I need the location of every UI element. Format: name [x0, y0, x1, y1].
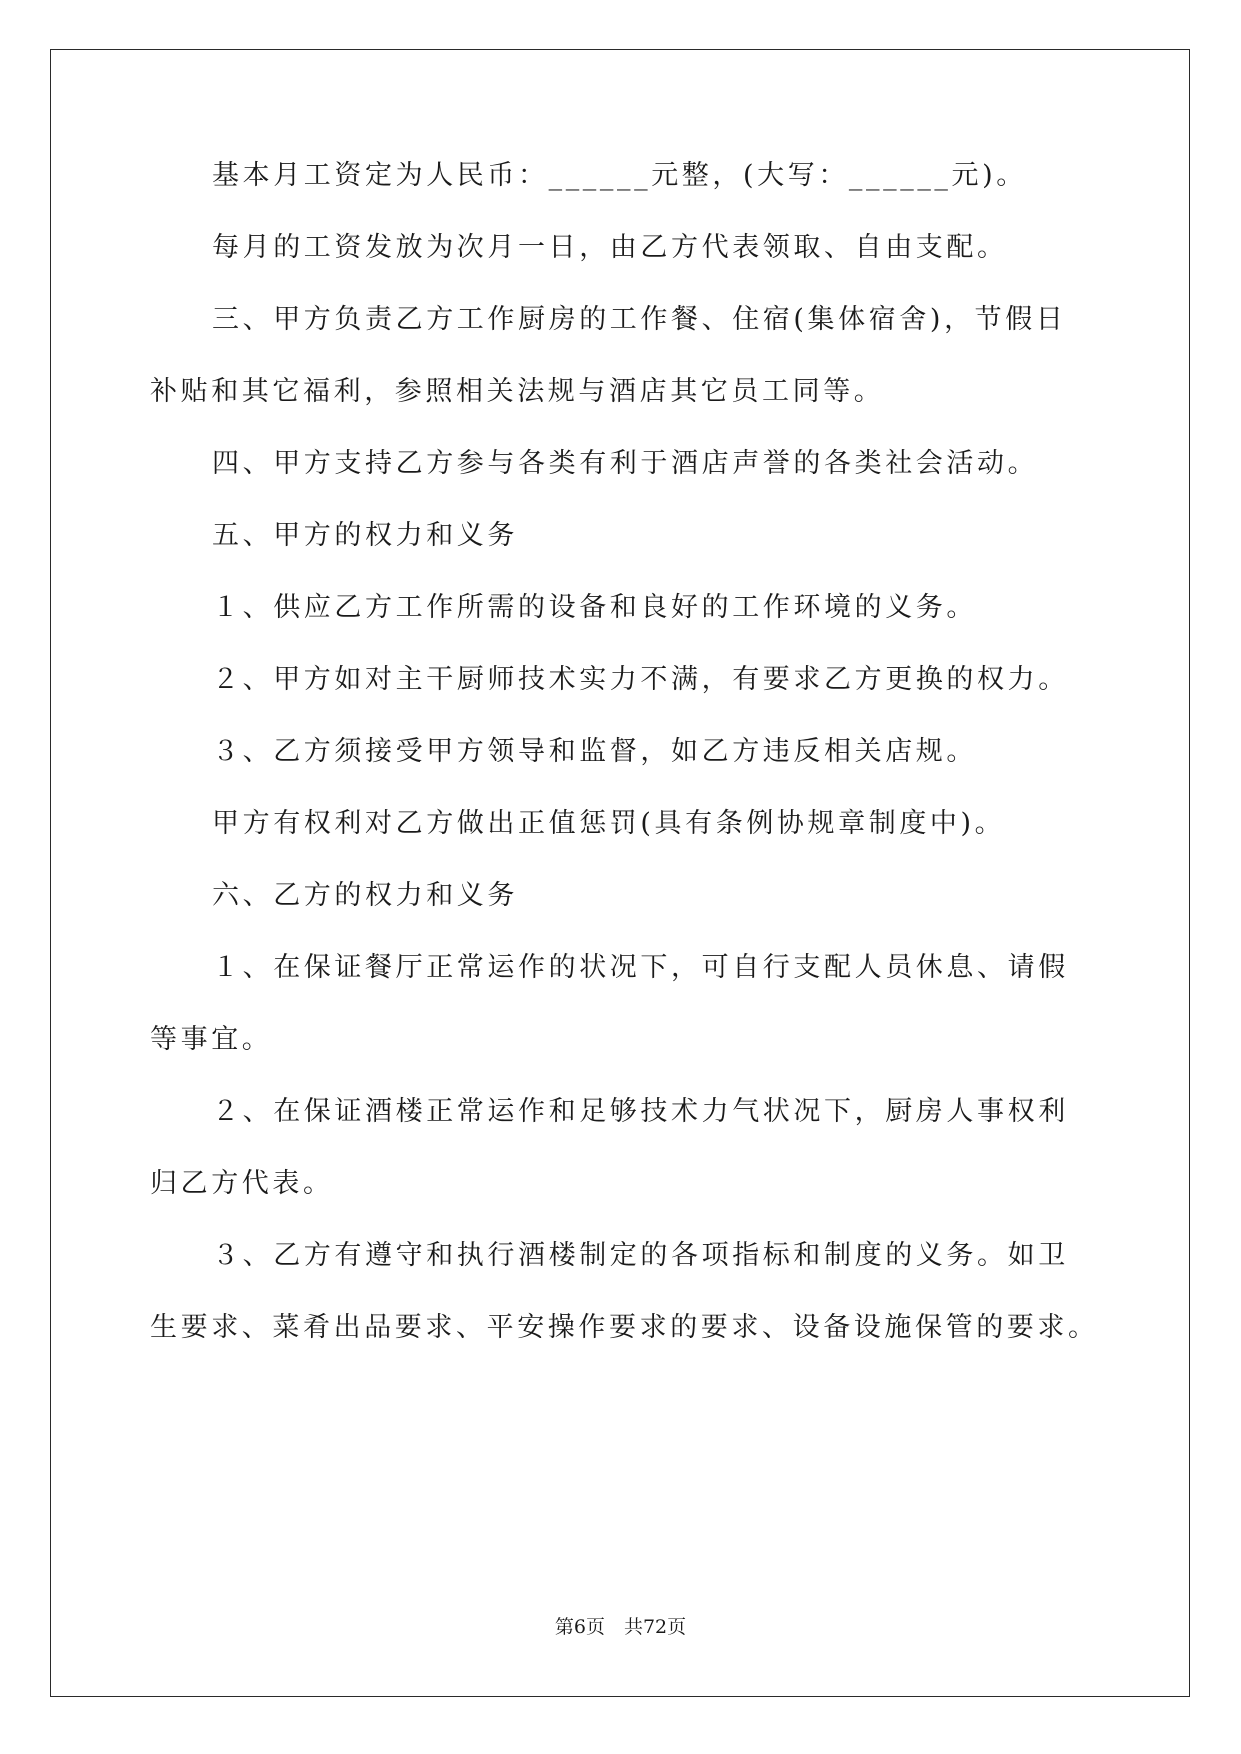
- paragraph-line-1: 基本月工资定为人民币：______元整，(大写：______元)。: [212, 160, 1027, 191]
- paragraph-line-5: 四、甲方支持乙方参与各类有利于酒店声誉的各类社会活动。: [212, 448, 1039, 479]
- paragraph-line-14: ２、在保证酒楼正常运作和足够技术力气状况下，厨房人事权利: [212, 1096, 1069, 1127]
- paragraph-line-7: １、供应乙方工作所需的设备和良好的工作环境的义务。: [212, 592, 977, 623]
- paragraph-line-8: ２、甲方如对主干厨师技术实力不满，有要求乙方更换的权力。: [212, 664, 1069, 695]
- page-footer: [0, 1612, 1241, 1639]
- paragraph-line-12: １、在保证餐厅正常运作的状况下，可自行支配人员休息、请假: [212, 952, 1069, 983]
- section-heading-6: 六、乙方的权力和义务: [212, 880, 518, 911]
- paragraph-line-4: 补贴和其它福利，参照相关法规与酒店其它员工同等。: [150, 376, 885, 407]
- paragraph-line-13: 等事宜。: [150, 1024, 273, 1055]
- paragraph-line-2: 每月的工资发放为次月一日，由乙方代表领取、自由支配。: [212, 232, 1008, 263]
- paragraph-line-16: ３、乙方有遵守和执行酒楼制定的各项指标和制度的义务。如卫: [212, 1240, 1069, 1271]
- paragraph-line-17: 生要求、菜肴出品要求、平安操作要求的要求、设备设施保管的要求。: [150, 1312, 1099, 1343]
- page-number-label: 第6页 共72页: [554, 1616, 687, 1638]
- paragraph-line-15: 归乙方代表。: [150, 1168, 334, 1199]
- paragraph-line-9: ３、乙方须接受甲方领导和监督，如乙方违反相关店规。: [212, 736, 977, 767]
- section-heading-5: 五、甲方的权力和义务: [212, 520, 518, 551]
- paragraph-line-3: 三、甲方负责乙方工作厨房的工作餐、住宿(集体宿舍)，节假日: [212, 304, 1067, 335]
- paragraph-line-10: 甲方有权利对乙方做出正值惩罚(具有条例协规章制度中)。: [212, 808, 1006, 839]
- page-border: [50, 49, 1190, 1697]
